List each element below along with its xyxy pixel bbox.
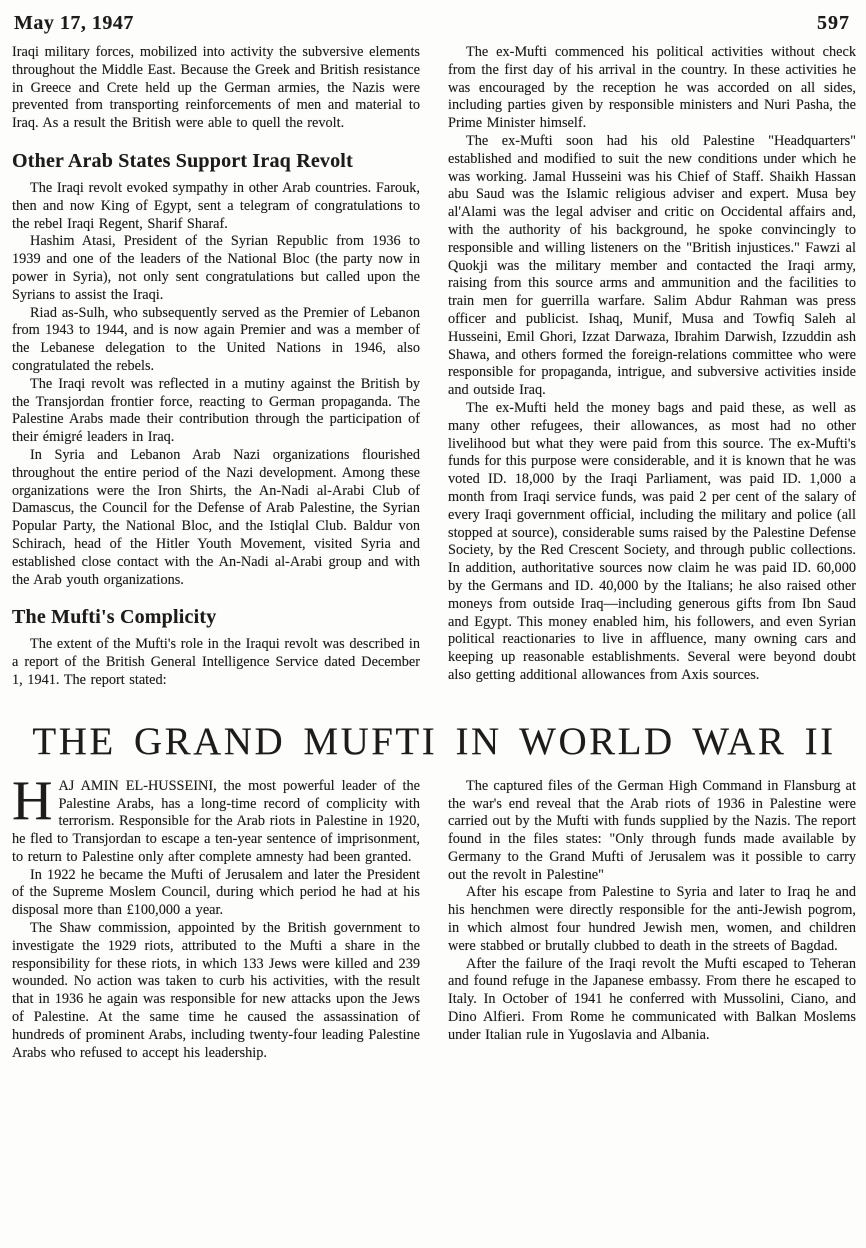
section-heading-muftis-complicity: The Mufti's Complicity	[12, 606, 217, 629]
drop-cap: H	[12, 769, 53, 832]
page-number: 597	[817, 12, 850, 34]
paragraph-with-drop-cap	[12, 769, 420, 867]
running-date: May 17, 1947	[14, 12, 134, 34]
paragraph: The Iraqi revolt evoked sympathy in other Arab countries. Farouk, then and now King of Egypt, sent a telegram of congratulations to the rebel Iraqi Regent, Sharif Sharaf.	[12, 179, 420, 232]
top-section	[12, 44, 856, 690]
paragraph: In Syria and Lebanon Arab Nazi organizations flourished throughout the entire period of the Nazi development. Among these organizations were the Iron Shirts, the An-Nadi al-Arabi Club of Damascus, the Council for the Defense of Arab Palestine, the Syrian Popular Party, the National Bloc, and the Istiqlal Club. Baldur von Schirach, head of the Hitler Youth Movement, visited Syria and established close contact with the An-Nadi al-Arabi group and with the Arab youth organizations.	[12, 446, 420, 588]
paragraph: The extent of the Mufti's role in the Iraqui revolt was described in a report of the British General Intelligence Service dated December 1, 1941. The report stated:	[12, 636, 420, 688]
article-right-column	[448, 778, 856, 1063]
paragraph: The ex-Mufti commenced his political activities without check from the first day of his arrival in the country. In these activities he was encouraged by the reception he was accorded on all sides, including parties given by responsible ministers and Nuri Pasha, the Prime Minister himself.	[448, 44, 856, 132]
paragraph: The captured files of the German High Command in Flansburg at the war's end reveal that the Arab riots of 1936 in Palestine were carried out by the Mufti with funds supplied by the Nazis. The report found in the files states: "Only through funds made available by Germany to the Grand Mufti of Jerusalem was it possible to carry out the revolt in Palestine"	[448, 777, 856, 883]
paragraph-text: AJ AMIN EL-HUSSEINI, the most powerful leader of the Palestine Arabs, has a long-time record of complicity with terrorism. Responsible for the Arab riots in Palestine in 1920, he fled to Transjordan to escape a ten-year sentence of imprisonment, to return to Palestine only after complete amnesty had been granted.	[12, 777, 420, 865]
paragraph: The ex-Mufti held the money bags and paid these, as well as many other refugees, their allowances, as most had no other livelihood but what they were paid from this source. The ex-Mufti's funds for this purpose were considerable, and it is known that he was voted ID. 18,000 by the Iraqi Parliament, was paid ID. 1,000 a month from Iraqi service funds, was paid 2 per cent of the salary of every Iraqi government official, including the military and police (all stopped at source), considerable sums raised by the Palestine Defense Society, by the Red Crescent Society, and through public collections. In addition, authoritative sources now claim he was paid ID. 60,000 by the Germans and ID. 40,000 by the Italians; he also raised other moneys from outside Iraq—including generous gifts from Ibn Saud and Egypt. This money enabled him, his followers, and even Syrian political reactionaries to live in affluence, many owning cars and keeping up reasonable establishments. Several were beyond doubt also getting additional allowances from Axis sources.	[448, 399, 856, 683]
paragraph: Riad as-Sulh, who subsequently served as the Premier of Lebanon from 1943 to 1944, and is now again Premier and was a member of the Lebanese delegation to the United Nations in 1946, also congratulated the rebels.	[12, 304, 420, 374]
article-left-column	[12, 769, 420, 1063]
paragraph: The Iraqi revolt was reflected in a mutiny against the British by the Transjordan frontier force, reacting to German propaganda. The Palestine Arabs made their contribution through the participation of their émigré leaders in Iraq.	[12, 375, 420, 446]
page-header	[12, 10, 856, 35]
paragraph: After his escape from Palestine to Syria and later to Iraq he and his henchmen were directly responsible for the anti-Jewish pogrom, in which almost four hundred Jewish men, women, and children were stabbed or brutally clubbed to death in the streets of Bagdad.	[448, 884, 856, 954]
paragraph-continuation: Iraqi military forces, mobilized into activity the subversive elements throughout the Middle East. Because the Greek and British resistance in Greece and Crete held up the German armies, the Nazis were prevented from transporting reinforcements of men and material to Iraq. As a result the British were able to quell the revolt.	[12, 44, 420, 132]
paragraph: After the failure of the Iraqi revolt the Mufti escaped to Teheran and found refuge in the Japanese embassy. From there he escaped to Italy. In October of 1941 he conferred with Mussolini, Ciano, and Dino Alfieri. From Rome he communicated with Balkan Moslems under Italian rule in Yugoslavia and Albania.	[448, 955, 856, 1043]
paragraph: In 1922 he became the Mufti of Jerusalem and later the President of the Supreme Moslem Council, during which period he had at his disposal more than £100,000 a year.	[12, 866, 420, 919]
paragraph: Hashim Atasi, President of the Syrian Republic from 1936 to 1939 and one of the leaders of the National Bloc (the party now in power in Syria), not only sent congratulations but called upon the Syrians to assist the Iraqi.	[12, 233, 420, 303]
paragraph: The ex-Mufti soon had his old Palestine "Headquarters" established and modified to suit the new conditions under which he was working. Jamal Husseini was his Chief of Staff. Shaikh Hassan abu Saud was the Islamic religious adviser and expert. Musa bey al'Alami was the legal adviser and critic on Occidental affairs and, with the authority of his background, he spoke convincingly to responsible and willing listeners on the "British injustices." Fawzi al Quokji was the military member and contacted the Iraqi army, raising from this source arms and ammunition and the facilities to train men for guerrilla warfare. Salim Abdur Rahman was press officer and publicist. Ishaq, Munif, Musa and Towfiq Saleh al Husseini, Emil Ghori, Izzat Darwaza, Ibrahim Darwish, Izzuddin ash Shawa, and others formed the foreign-relations committee who were responsible for propaganda, intrigue, and subversive activities inside and outside Iraq.	[448, 132, 856, 399]
paragraph: The Shaw commission, appointed by the British government to investigate the 1929 riots, attributed to the Mufti a share in the responsibility for these riots, in which 133 Jews were killed and 239 wounded. No action was taken to curb his activities, with the result that in 1936 he again was responsible for new attacks upon the Jews of Palestine. At the same time he caused the assassination of hundreds of prominent Arabs, including twenty-four leading Palestine Arabs who refused to accept his leadership.	[12, 920, 420, 1061]
top-right-column	[448, 44, 856, 690]
section-heading-other-arab-states: Other Arab States Support Iraq Revolt	[12, 149, 353, 172]
article-body-section	[12, 769, 856, 1063]
top-left-column	[12, 44, 420, 690]
article-title: THE GRAND MUFTI IN WORLD WAR II	[32, 719, 836, 763]
